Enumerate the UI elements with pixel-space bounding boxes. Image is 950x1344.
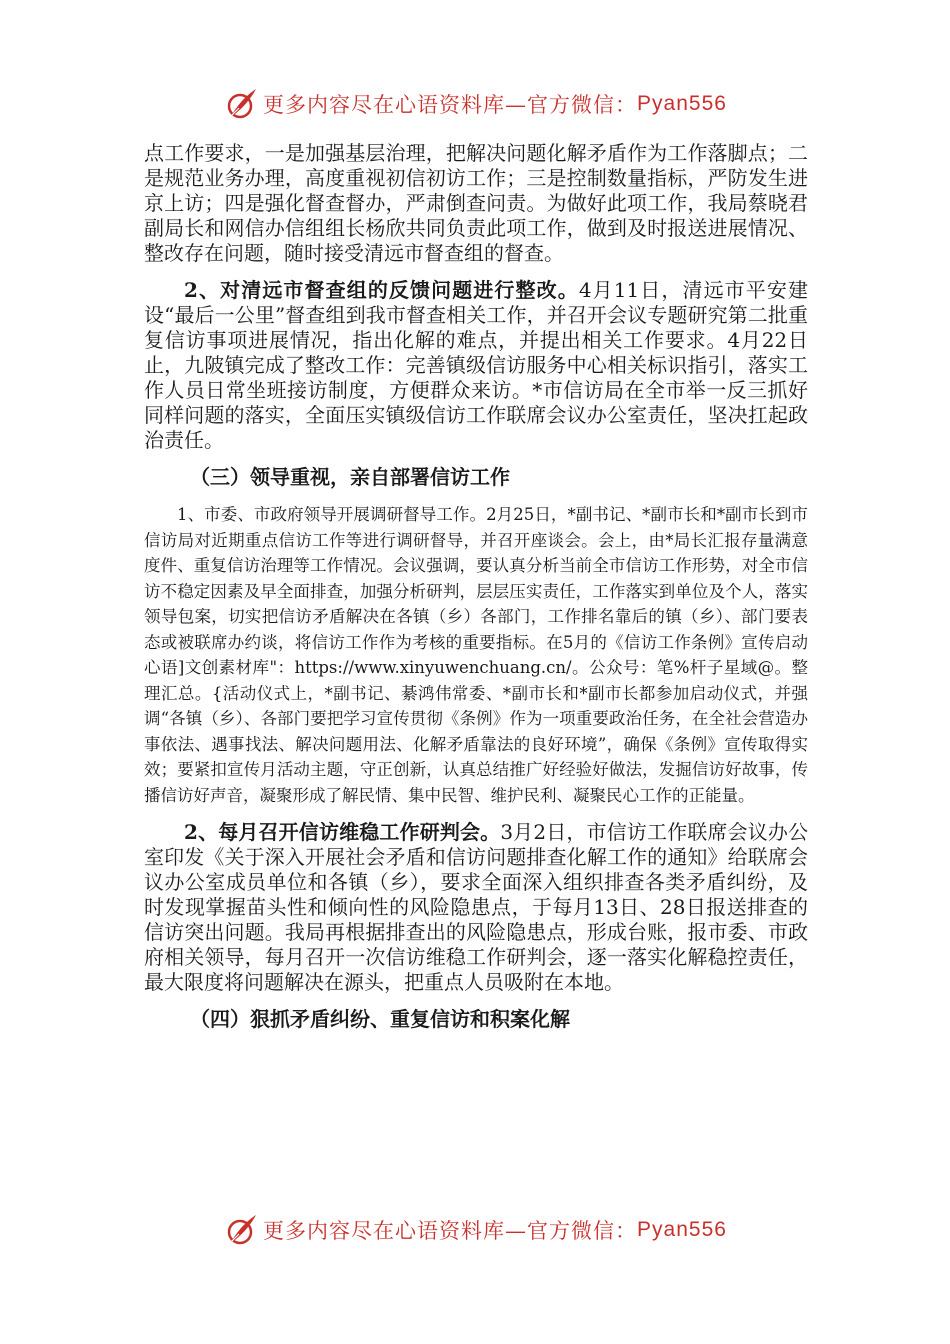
paragraph-lead: 2、每月召开信访维稳工作研判会。 bbox=[184, 820, 501, 844]
banner-wechat-id: Pyan556 bbox=[637, 92, 727, 115]
paragraph-continuation: 点工作要求，一是加强基层治理，把解决问题化解矛盾作为工作落脚点；二是规范业务办理，高度重视初信初访工作；三是控制数量指标，严防发生进京上访；四是强化督查督办，严肃倒查问责。为做好此项工作，我局蔡晓君副局长和网信办信组组长杨欣共同负责此项工作，做到及时报送进展情况、整改存在问题，随时接受清远市督查组的督查。 bbox=[144, 141, 808, 265]
banner-text: 更多内容尽在心语资料库—官方微信： bbox=[263, 1219, 638, 1243]
section-heading-3: （三）领导重视，亲自部署信访工作 bbox=[190, 465, 510, 489]
paragraph-rectification bbox=[144, 278, 808, 453]
paragraph-lead: 2、对清远市督查组的反馈问题进行整改。 bbox=[184, 278, 579, 302]
section-heading-4: （四）狠抓矛盾纠纷、重复信访和积案化解 bbox=[190, 1007, 570, 1031]
footer-banner bbox=[0, 1208, 950, 1252]
paragraph-body: 4月11日，清远市平安建设“最后一公里”督查组到我市督查相关工作，并召开会议专题研究第二批重复信访事项进展情况，指出化解的难点，并提出相关工作要求。4月22日止，九陂镇完成了整改工作：完善镇级信访服务中心相关标识指引，落实工作人员日常坐班接访制度，方便群众来访。*市信访局在全市举一反三抓好同样问题的落实，全面压实镇级信访工作联席会议办公室责任，坚决扛起政治责任。 bbox=[144, 278, 808, 452]
paragraph-body: 3月2日，市信访工作联席会议办公室印发《关于深入开展社会矛盾和信访问题排查化解工作的通知》给联席会议办公室成员单位和各镇（乡），要求全面深入组织排查各类矛盾纠纷，及时发现掌握苗头性和倾向性的风险隐患点，于每月13日、28日报送排查的信访突出问题。我局再根据排查出的风险隐患点，形成台账，报市委、市政府相关领导，每月召开一次信访维稳工作研判会，逐一落实化解稳控责任，最大限度将问题解决在源头，把重点人员吸附在本地。 bbox=[144, 820, 808, 994]
quill-pen-logo-icon bbox=[223, 1212, 259, 1248]
paragraph-leader-inspection: 1、市委、市政府领导开展调研督导工作。2月25日，*副书记、*副市长和*副市长到市信访局对近期重点信访工作等进行调研督导，并召开座谈会。会上，由*局长汇报存量满意度件、重复信访治理等工作情况。会议强调，要认真分析当前全市信访工作形势，对全市信访不稳定因素及早全面排查，加强分析研判，层层压实责任，工作落实到单位及个人，落实领导包案，切实把信访矛盾解决在各镇（乡）各部门，工作排名靠后的镇（乡）、部门要表态或被联席办约谈，将信访工作作为考核的重要指标。在5月的《信访工作条例》宣传启动心语]文创素材库"：https://www.xinyuwenchuang.cn/。公众号：笔%杆子星域@。整理汇总。{活动仪式上，*副书记、綦鸿伟常委、*副市长和*副市长都参加启动仪式，并强调“各镇（乡）、各部门要把学习宣传贯彻《条例》作为一项重要政治任务，在全社会营造办事依法、遇事找法、解决问题用法、化解矛盾靠法的良好环境”，确保《条例》宣传取得实效；要紧扣宣传月活动主题，守正创新，认真总结推广好经验好做法，发掘信访好故事，传播信访好声音，凝聚形成了解民情、集中民智、维护民利、凝聚民心工作的正能量。 bbox=[144, 505, 808, 805]
paragraph-monthly-meeting bbox=[144, 820, 808, 995]
banner-wechat-id: Pyan556 bbox=[637, 1218, 727, 1241]
quill-pen-logo-icon bbox=[223, 86, 259, 122]
header-banner bbox=[0, 82, 950, 126]
document-body bbox=[144, 141, 808, 1032]
banner-text: 更多内容尽在心语资料库—官方微信： bbox=[263, 93, 638, 117]
